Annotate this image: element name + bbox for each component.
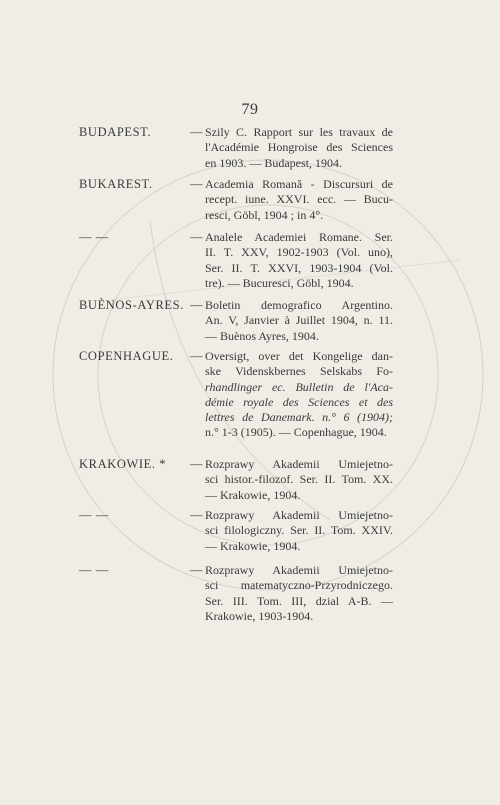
entry-text (205, 349, 393, 441)
entry-line: lettres de Danemark. n.° 6 (1904); (205, 410, 393, 425)
entry-line: — Buènos Ayres, 1904. (205, 328, 319, 343)
entry-text (205, 508, 393, 554)
entry-line: Boletin demografico Argentino. (205, 298, 393, 312)
entry-line: sci matematyczno-Przyrodniczego. (205, 578, 393, 593)
entry-text (205, 563, 393, 624)
entry-dash: — (190, 457, 203, 471)
entry-dash: — (190, 125, 203, 139)
entry-line: sci filologiczny. Ser. II. Tom. XXIV. (205, 523, 393, 538)
entry-line: Ser. III. Tom. III, dzial A-B. — (205, 593, 393, 608)
entry-dash: — (190, 508, 203, 522)
entry-city: COPENHAGUE. (79, 349, 174, 363)
entry-line: en 1903. — Budapest, 1904. (205, 155, 342, 170)
entry-line: II. T. XXV, 1902-1903 (Vol. uno), (205, 245, 393, 260)
entry-line: sci histor.-filozof. Ser. II. Tom. XX. (205, 472, 393, 487)
entry-text (205, 457, 393, 503)
entry-line: recept. iune. XXVI. ecc. — Bucu- (205, 192, 393, 207)
entry-line: Krakowie, 1903-1904. (205, 608, 314, 623)
entry-city: BUÈNOS-AYRES. (79, 298, 184, 312)
entry-line: — Krakowie, 1904. (205, 487, 301, 502)
entry-text (205, 298, 393, 344)
entry-city: KRAKOWIE. * (79, 457, 167, 471)
entry-line: Rozprawy Akademii Umiejetno- (205, 457, 393, 471)
page-number: 79 (241, 101, 259, 118)
entry-city-ditto: — — (79, 563, 109, 577)
entry-line: Oversigt, over det Kongelige dan- (205, 349, 393, 363)
entry-dash: — (190, 349, 203, 363)
entry-line: tre). — Bucuresci, Göbl, 1904. (205, 275, 354, 290)
entry-city: BUKAREST. (79, 177, 153, 191)
entry-dash: — (190, 230, 203, 244)
entry-dash: — (190, 177, 203, 191)
entry-line: rhandlinger ec. Bulletin de l'Aca- (205, 379, 393, 394)
entry-city-ditto: — — (79, 230, 109, 244)
entry-line: An. V, Janvier à Juillet 1904, n. 11. (205, 313, 393, 328)
entry-text (205, 125, 393, 171)
entry-line: l'Académie Hongroise des Sciences (205, 140, 393, 155)
entry-line: ske Videnskbernes Selskabs Fo- (205, 364, 393, 379)
entry-dash: — (190, 563, 203, 577)
entry-line: démie royale des Sciences et des (205, 394, 393, 409)
entry-text (205, 177, 393, 223)
entry-city-ditto: — — (79, 508, 109, 522)
entry-line: Analele Academiei Romane. Ser. (205, 230, 393, 244)
entry-line: Ser. II. T. XXVI, 1903-1904 (Vol. (205, 260, 393, 275)
entry-text (205, 230, 393, 291)
entry-line: n.° 1-3 (1905). — Copenhague, 1904. (205, 425, 387, 440)
entry-line: Rozprawy Akademii Umiejetno- (205, 508, 393, 522)
entry-dash: — (190, 298, 203, 312)
entry-line: — Krakowie, 1904. (205, 538, 301, 553)
entry-line: Academia Romană - Discursuri de (205, 177, 393, 191)
entry-city: BUDAPEST. (79, 125, 152, 139)
entry-line: Szily C. Rapport sur les travaux de (205, 125, 393, 139)
entry-line: resci, Göbl, 1904 ; in 4°. (205, 207, 324, 222)
entry-line: Rozprawy Akademii Umiejetno- (205, 563, 393, 577)
